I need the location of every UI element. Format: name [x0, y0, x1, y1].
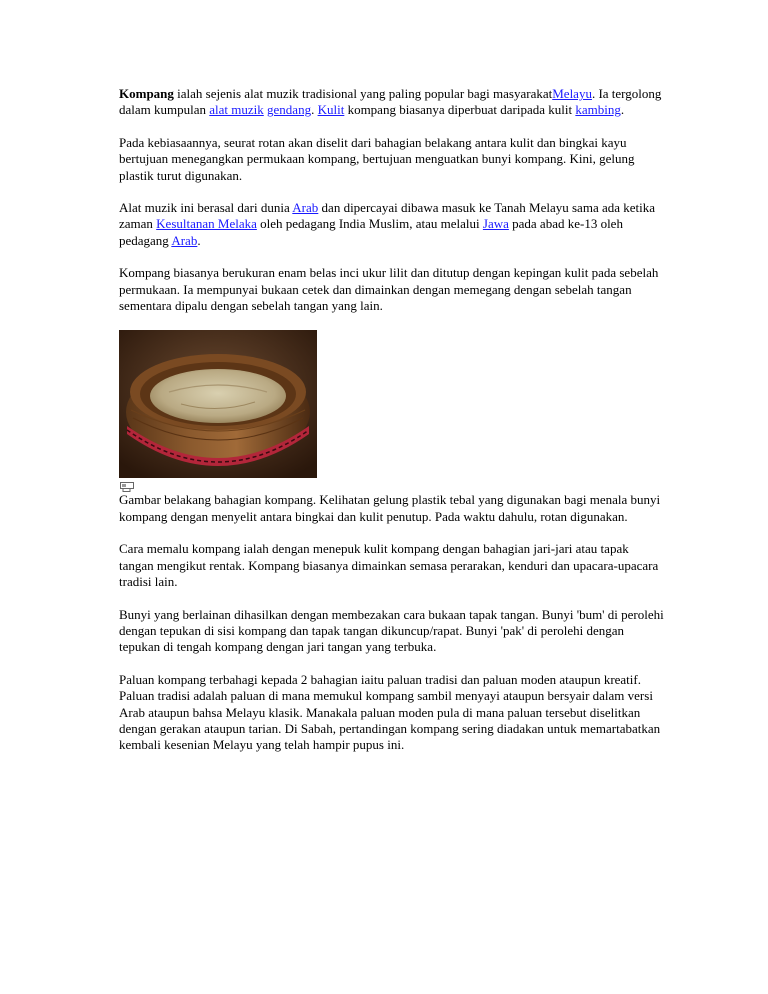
link-kulit[interactable]: Kulit: [317, 102, 345, 118]
article: [119, 86, 664, 770]
link-kambing[interactable]: kambing: [575, 102, 621, 118]
paragraph-origin: Alat muzik ini berasal dari dunia Arab dan dipercayai dibawa masuk ke Tanah Melayu sama ada ketika zaman Kesultanan Melaka oleh pedagang India Muslim, atau melalui Jawa pada abad ke-13 oleh pedagang Arab.: [119, 200, 656, 248]
photo-caption: Gambar belakang bahagian kompang. Kelihatan gelung plastik tebal yang digunakan bagi menala bunyi kompang dengan menyelit antara bingkai dan kulit penutup. Pada waktu dahulu, rotan digunakan.: [119, 492, 661, 524]
term-kompang: Kompang: [119, 86, 174, 101]
enlarge-icon[interactable]: [120, 482, 134, 492]
link-arab-2[interactable]: Arab: [171, 232, 198, 248]
link-melayu[interactable]: Melayu: [552, 86, 592, 101]
paragraph-size: Kompang biasanya berukuran enam belas inci ukur lilit dan ditutup dengan kepingan kulit pada sebelah permukaan. Ia mempunyai bukaan cetek dan dimainkan dengan memegang dengan sebelah tangan sementara dipalu dengan sebelah tangan yang lain.: [119, 265, 659, 314]
paragraph-sounds: Bunyi yang berlainan dihasilkan dengan membezakan cara bukaan tapak tangan. Bunyi 'bum' di perolehi dengan tepukan di sisi kompang dan tapak tangan dikuncup/rapat. Bunyi 'pak' di perolehi dengan tepukan di tengah kompang dengan jari tangan yang terbuka.: [119, 606, 664, 655]
link-alat-muzik[interactable]: alat muzik: [209, 102, 264, 118]
link-arab[interactable]: Arab: [292, 200, 319, 216]
link-jawa[interactable]: Jawa: [482, 216, 509, 232]
link-kesultanan-melaka[interactable]: Kesultanan Melaka: [156, 216, 257, 232]
paragraph-playing: Cara memalu kompang ialah dengan menepuk kulit kompang dengan bahagian jari-jari atau tapak tangan mengikut rentak. Kompang biasanya dimainkan semasa perarakan, kenduri dan upacara-upacara tradisi lain.: [119, 541, 659, 590]
paragraph-construction: Pada kebiasaannya, seurat rotan akan diselit dari bahagian belakang antara kulit dan bingkai kayu bertujuan menegangkan permukaan kompang, bertujuan menguatkan bunyi kompang. Kini, gelung plastik turut digunakan.: [119, 134, 635, 183]
paragraph-styles: Paluan kompang terbahagi kepada 2 bahagian iaitu paluan tradisi dan paluan moden ataupun kreatif. Paluan tradisi adalah paluan di mana memukul kompang sambil menyayi ataupun bersyair dalam versi Arab ataupun bahsa Melayu klasik. Manakala paluan moden pula di mana paluan tersebut diselitkan dengan gerakan ataupun tarian. Di Sabah, pertandingan kompang sering diadakan untuk memartabatkan kembali kesenian Melayu yang telah hampir pupus ini.: [119, 671, 661, 753]
link-gendang[interactable]: gendang: [267, 102, 312, 118]
paragraph-intro: Kompang ialah sejenis alat muzik tradisional yang paling popular bagi masyarakatMelayu. Ia tergolong dalam kumpulan alat muzik gendang. Kulit kompang biasanya diperbuat daripada kulit kambing.: [119, 86, 662, 118]
kompang-photo[interactable]: [119, 330, 317, 478]
